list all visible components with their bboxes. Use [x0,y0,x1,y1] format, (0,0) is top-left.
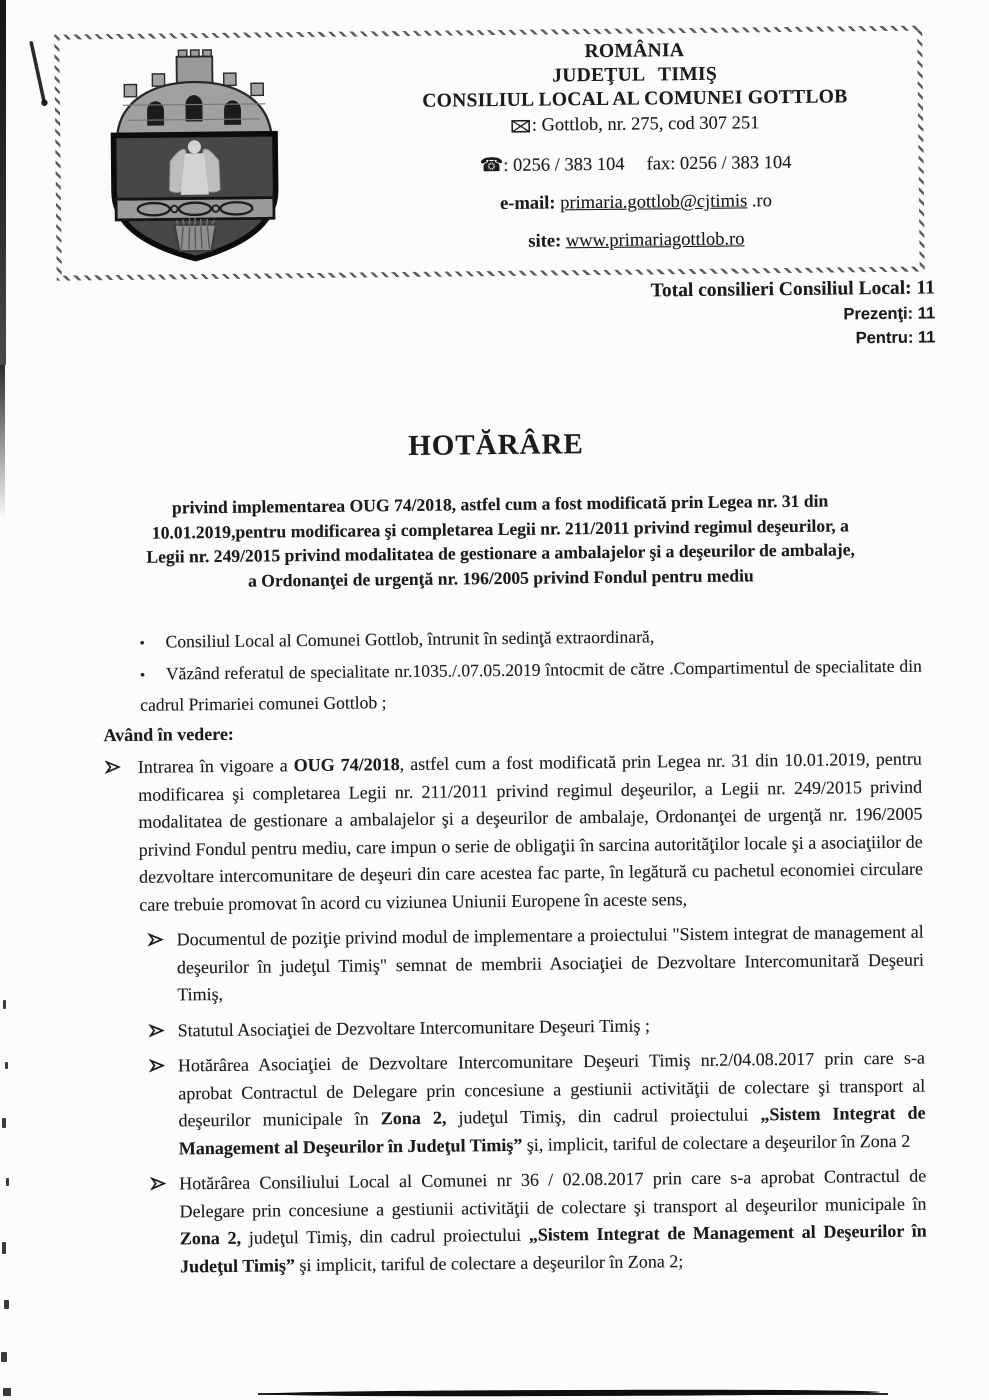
scan-artifact-streak [0,365,5,520]
scan-artifact-speck [2,1242,6,1254]
scan-artifact-speck [3,1000,6,1009]
subtitle-line: 10.01.2019,pentru modificarea şi completarea Legii nr. 211/2011 privind regimul deşeurilor, a [151,514,850,543]
list-item [140,651,923,720]
scan-artifact-speck [5,1062,8,1069]
scan-artifact-streak [0,0,6,365]
consideration-text: Hotărârea Consiliului Local al Comunei nr 36 / 02.08.2017 prin care s-a aprobat Contractul de Delegare prin concesiune a gestiunii activităţii de colectare şi transport al deşeurilor municipale în Zona 2, judeţul Timiş, din cadrul proiectului „Sistem Integrat de Management al Deşeurilor în Judeţul Timiş” şi implicit, tariful de colectare a deşeurilor în Zona 2; [179,1165,927,1276]
pen-mark [22,37,55,115]
coat-of-arms [85,47,303,265]
address-text: : Gottlob, nr. 275, cod 307 251 [531,113,760,136]
list-item [148,919,925,1010]
bullet-icon: • [139,635,145,652]
preamble-text: Consiliul Local al Comunei Gottlob, întrunit în sedinţă extraordinară, [165,626,655,652]
scan-artifact-speck [3,1388,11,1396]
ornament-band [116,198,274,220]
arrow-bullet-icon [150,1177,166,1191]
preamble-text: Văzând referatul de specialitate nr.1035./.07.05.2019 întocmit de către .Compartimentul de specialitate din cadrul Primariei comunei Gottlob ; [140,655,922,715]
phone-line [352,150,918,179]
address-line [352,112,918,141]
scan-artifact-speck [1,1352,7,1362]
arrow-bullet-icon [148,933,164,947]
letterhead-box [54,26,925,281]
list-item [149,1045,926,1163]
subtitle-line: privind implementarea OUG 74/2018, astfel cum a fost modificată prin Legea nr. 31 din [171,490,829,518]
scan-artifact-speck [4,1300,9,1309]
envelope-icon [511,118,530,139]
subtitle-line: a Ordonanţei de urgenţă nr. 196/2005 privind Fondul pentru mediu [247,564,754,591]
list-item [150,1163,927,1281]
site-label: site: [528,231,562,252]
fax-number: fax: 0256 / 383 104 [646,152,792,175]
total-councilors: Total consilieri Consiliul Local: 11 [650,277,936,302]
list-item [148,1009,924,1045]
consideration-text: Intrarea în vigoare a OUG 74/2018, astfel cum a fost modificată prin Legea nr. 31 din 10.01.2019, pentru modificarea şi completarea Legii nr. 211/2011 privind regimul deşeurilor, a Legii nr. 249/2015 privind modalitatea de gestionare a ambalajelor şi a deşeurilor de ambalaje, Ordonanţei de urgenţă nr. 196/2005 privind Fondul pentru mediu, care impun o serie de obligaţii în sarcina autorităţilor locale şi a asociaţiilor de dezvoltare intercomunitare de deşeuri din care acestea fac parte, în legătură cu pachetul economiei circulare care trebuie promovat în acord cu viziunea Uniunii Europene în aceste sens, [137,748,924,915]
mural-crown-icon [116,49,271,135]
phone-icon: ☎ [479,153,504,177]
subtitle-line: Legii nr. 249/2015 privind modalitatea de gestionare a ambalajelor şi a deşeurilor de ambalaje, [146,539,855,567]
list-item [105,746,924,920]
consideration-text: Hotărârea Asociaţiei de Dezvoltare Intercomunitare Deşeuri Timiş nr.2/04.08.2017 prin care s-a aprobat Contractul de Delegare prin concesiune a gestiunii activităţii de colectare şi transport al deşeurilor municipale în Zona 2, judeţul Timiş, din cadrul proiectului „Sistem Integrat de Management al Deşeurilor în Judeţul Timiş” şi, implicit, tariful de colectare a deşeurilor în Zona 2 [177,1047,926,1158]
email-link[interactable]: primaria.gottlob@cjtimis [560,191,748,214]
present-count: Prezenţi: 11 [843,304,936,324]
council-counters [400,277,936,353]
country-name: ROMÂNIA [584,40,685,63]
arrow-bullet-icon [149,1059,165,1073]
consideration-text: Statutul Asociaţiei de Dezvoltare Intercomunitare Deşeuri Timiş ; [177,1014,651,1040]
site-link[interactable]: www.primariagottlob.ro [565,229,745,252]
bullet-icon: • [139,667,146,684]
preamble-list [139,620,922,721]
county-name: JUDEŢUL TIMIŞ [552,63,718,87]
document-title: HOTĂRÂRE [408,428,584,462]
site-line [353,228,919,255]
email-label: e-mail: [499,193,556,214]
email-suffix: .ro [747,191,773,212]
scan-artifact-speck [6,1178,9,1186]
scan-artifact-speck [2,1118,6,1128]
document-subtitle [74,488,927,595]
arrow-bullet-icon [105,760,121,774]
arrow-bullet-icon [149,1023,165,1037]
phone-number: : 0256 / 383 104 [503,154,625,176]
gottlob-coat-of-arms-graphic [85,47,303,265]
consideration-text: Documentul de poziţie privind modul de implementare a proiectului "Sistem integrat de management al deşeurilor în judeţul Timiş" semnat de membrii Asociaţiei de Dezvoltare Intercomunitară Deşeuri Timiş, [176,921,925,1005]
having-heading: Având în vedere: [103,723,234,746]
votes-for-count: Pentru: 11 [855,328,936,348]
email-line [353,190,919,217]
considerations-list [105,746,928,1290]
council-name: CONSILIUL LOCAL AL COMUNEI GOTTLOB [422,86,848,112]
